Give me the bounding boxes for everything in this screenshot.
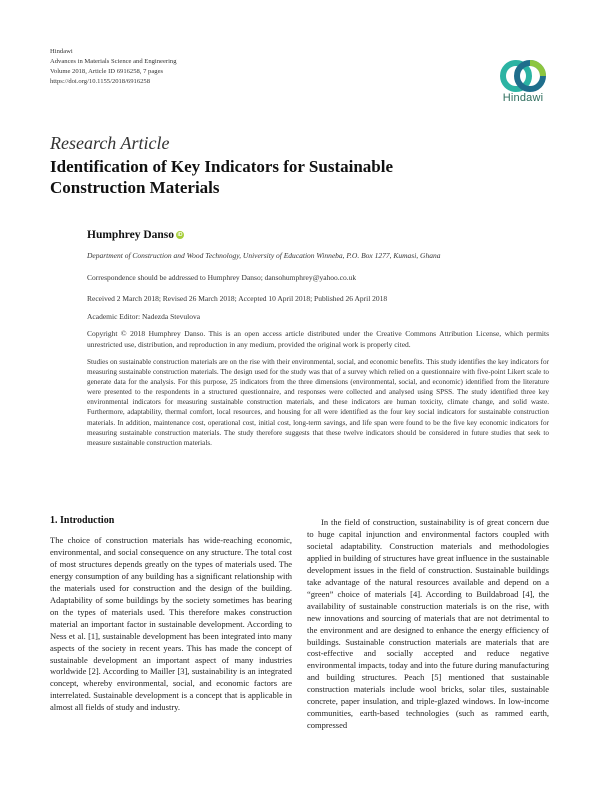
right-column <box>307 517 549 732</box>
orcid-icon[interactable]: iD <box>177 232 183 238</box>
section-heading: 1. Introduction <box>50 515 115 526</box>
journal-name: Advances in Materials Science and Engineering <box>50 58 177 65</box>
article-title: Identification of Key Indicators for Sustainable Construction Materials <box>50 157 394 197</box>
publisher-name: Hindawi <box>50 48 73 55</box>
copyright-notice: Copyright © 2018 Humphrey Danso. This is an open access article distributed under the Creative Commons Attribution License, which permits unrestricted use, distribution, and reproduction in any medium, provided the original work is properly cited. <box>87 329 549 349</box>
intro-paragraph-1: The choice of construction materials has wide-reaching economic, environmental, and social consequence on any structure. The total cost of most structures depends greatly on the types of materials used. The energy consumption of any building has a significant relationship with the materials used for construction and the design of the building. Adaptability of some buildings by the society sometimes has bearing on the types of materials used. This therefore makes construction material an important factor in sustainable development. According to Ness et al. [1], sustainable development has been integrated into many aspects of the society in recent years. This has made the concept of sustainable development an important aspect of many industries worldwide [2]. According to Mailler [3], sustainability is an integrated concept, whereby environmental, social, and economic factors are interrelated. Sustainable development is a concept that is applicable in almost all fields of study and industry. <box>50 535 292 713</box>
intro-paragraph-2: In the field of construction, sustainability is of great concern due to huge capital injunction and environmental factors coupled with societal adaptability. Construction materials and methodologies applied in building of structures have great influence in the sustainable development issues in the field of construction. Sustainable buildings take advantage of the natural resources available and depend on a “green” choice of materials [4]. According to Buildabroad [4], the availability of sustainable construction materials is on the rise, with new innovations and sourcing of materials that are not detrimental to the environment and are designed to enhance the energy efficiency of buildings. Sustainable construction materials are materials that are cost-effective and socially accepted and reduce negative environmental impacts, today and into the future during manufacturing and building structures. Peach [5] mentioned that sustainable construction materials include wool bricks, solar tiles, sustainable concrete, paper insulation, and triple-glazed windows. In low-income communities, earth-based technologies (such as rammed earth, compressed <box>307 517 549 731</box>
article-type: Research Article <box>50 133 170 153</box>
author-line <box>87 229 184 241</box>
correspondence: Correspondence should be addressed to Humphrey Danso; dansohumphrey@yahoo.co.uk <box>87 273 357 282</box>
publication-dates: Received 2 March 2018; Revised 26 March 2018; Accepted 10 April 2018; Published 26 April 2018 <box>87 294 388 303</box>
logo-wordmark: Hindawi <box>502 92 544 104</box>
abstract: Studies on sustainable construction materials are on the rise with their environmental, social, and economic benefits. This study identifies the key indicators for measuring sustainable construction materials. The design used for the study was that of a survey which relied on a questionnaire with five-point Likert scale to generate data for the analysis. For this purpose, 25 indicators from the three dimensions (environmental, social, and economic) identified from the literature were presented to the respondents in a structured questionnaire, and responses were collected and analysed using SPSS. The study identified three key environmental indicators for measuring sustainable construction materials, and these indicators are human toxicity, climate change, and solid waste. Furthermore, adaptability, thermal comfort, local resources, and housing for all were identified as the four key social indicators for sustainable construction materials. In addition, maintenance cost, operational cost, initial cost, long-term savings, and life span were found to be the five key economic indicators for measuring sustainable construction materials. The study therefore suggests that these twelve indicators should be considered in future studies that seek to measure sustainable construction materials. <box>87 358 549 447</box>
affiliation: Department of Construction and Wood Technology, University of Education Winneba, P.O. Box 1277, Kumasi, Ghana <box>87 251 441 260</box>
header-meta <box>50 47 177 87</box>
volume-line: Volume 2018, Article ID 6916258, 7 pages <box>50 68 164 75</box>
author-name[interactable]: Humphrey Danso <box>87 229 175 241</box>
doi-link[interactable]: https://doi.org/10.1155/2018/6916258 <box>50 78 151 85</box>
academic-editor: Academic Editor: Nadezda Stevulova <box>87 312 201 321</box>
left-column <box>50 515 292 714</box>
